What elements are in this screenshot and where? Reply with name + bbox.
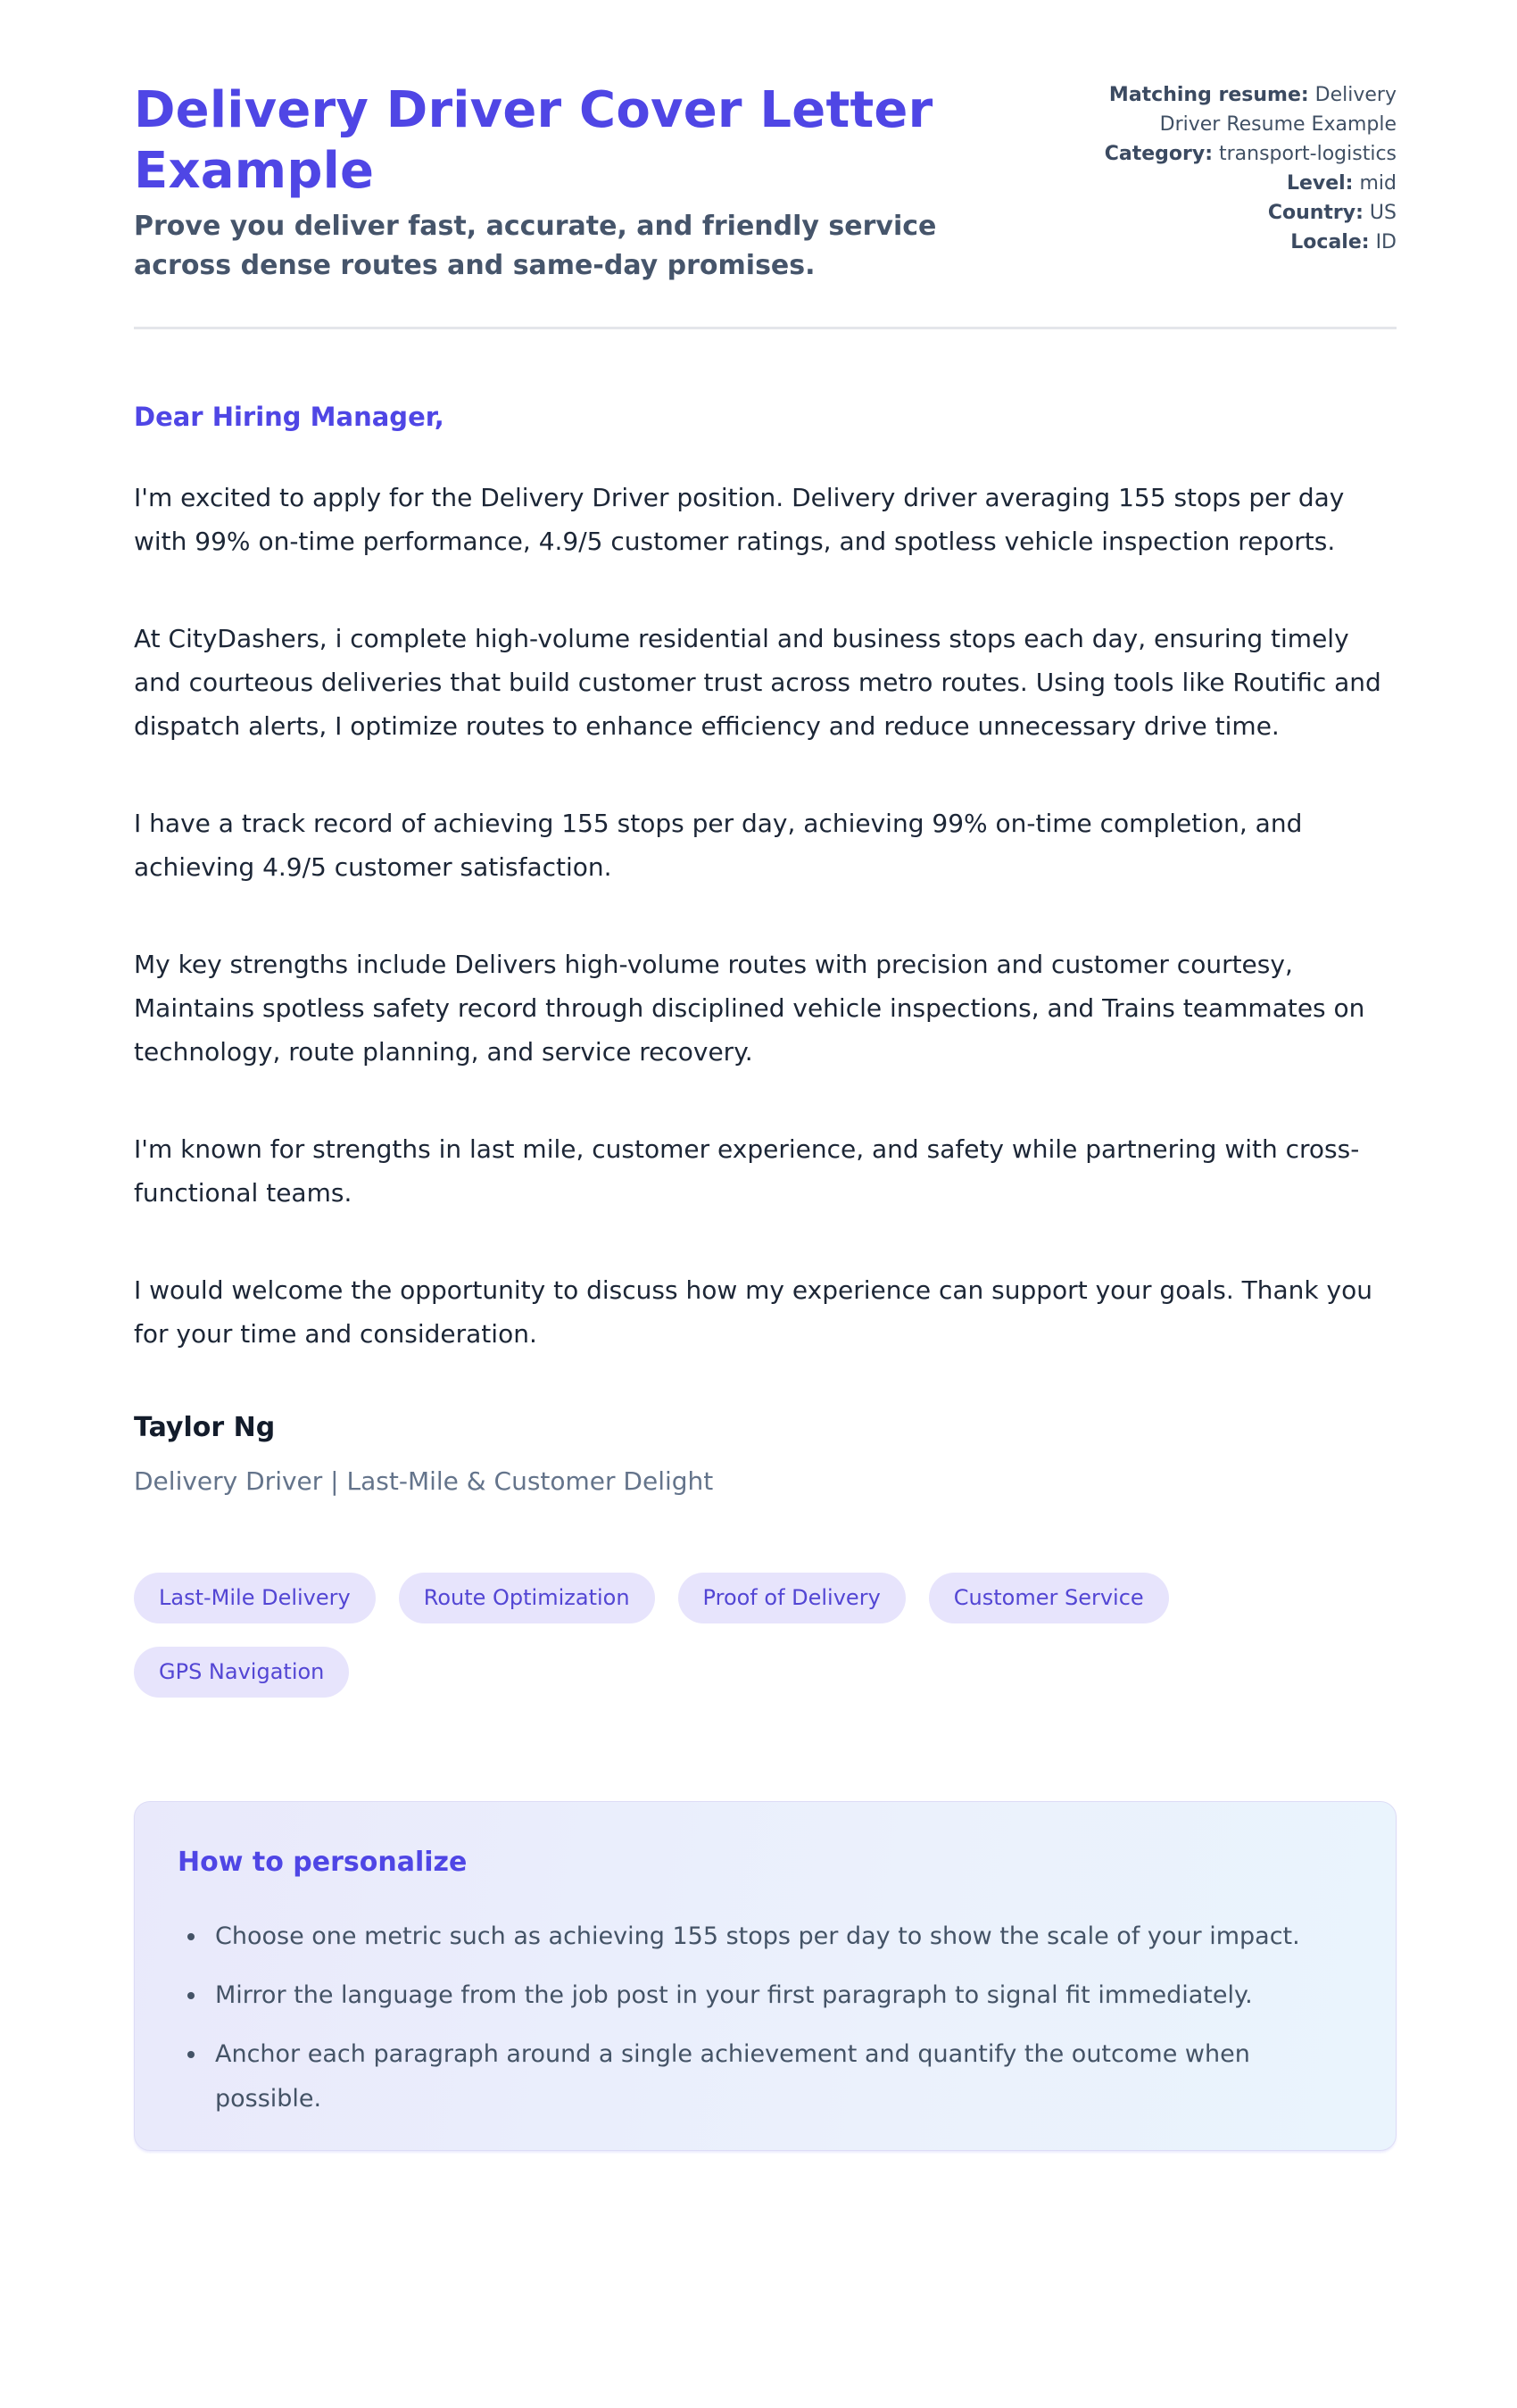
meta-value: transport-logistics (1219, 143, 1397, 165)
tips-list (178, 1914, 1353, 2122)
meta-row-locale (1100, 228, 1397, 257)
meta-label: Category: (1104, 143, 1213, 165)
meta-label: Level: (1286, 172, 1354, 195)
tag-pill-route-optimization: Route Optimization (399, 1573, 655, 1623)
letter-paragraph-3: I have a track record of achieving 155 stops per day, achieving 99% on-time completion, and achieving 4.9/5 customer satisfaction. (134, 809, 1303, 882)
meta-panel (1100, 80, 1397, 257)
letter-paragraph-6: I would welcome the opportunity to discuss how my experience can support your goals. Thank you for your time and consideration. (134, 1275, 1372, 1349)
tag-pill-gps-navigation: GPS Navigation (134, 1647, 349, 1698)
meta-value: ID (1375, 231, 1397, 253)
header-title-block (134, 80, 986, 286)
header (134, 80, 1397, 286)
meta-value: US (1369, 202, 1397, 224)
meta-label: Locale: (1290, 231, 1370, 253)
meta-row-matching-resume (1100, 80, 1397, 139)
header-divider (134, 327, 1397, 329)
meta-value: mid (1359, 172, 1397, 195)
signature-title: Delivery Driver | Last-Mile & Customer Delight (134, 1466, 714, 1496)
tag-pill-last-mile-delivery: Last-Mile Delivery (134, 1573, 376, 1623)
meta-row-category (1100, 139, 1397, 169)
tip-item-1: • Choose one metric such as achieving 155 stops per day to show the scale of your impact. (208, 1914, 1353, 1959)
tips-heading: How to personalize (178, 1847, 468, 1878)
letter-paragraph-4: My key strengths include Delivers high-volume routes with precision and customer courtesy, Maintains spotless safety record through disciplined vehicle inspections, and Trains teammates on technology, route planning, and service recovery. (134, 950, 1365, 1067)
tag-list (134, 1573, 1397, 1698)
meta-value: Delivery Driver Resume Example (1159, 84, 1397, 136)
page-subtitle: Prove you deliver fast, accurate, and friendly service across dense routes and same-day promises. (134, 211, 937, 281)
tip-item-3: • Anchor each paragraph around a single achievement and quantify the outcome when possible. (208, 2032, 1353, 2122)
letter-paragraph-5: I'm known for strengths in last mile, customer experience, and safety while partnering with cross-functional teams. (134, 1134, 1360, 1208)
signature-name: Taylor Ng (134, 1412, 276, 1443)
letter-body (134, 397, 1397, 1503)
meta-label: Country: (1267, 202, 1364, 224)
page-title: Delivery Driver Cover Letter Example (134, 81, 933, 200)
tip-item-2: • Mirror the language from the job post in your first paragraph to signal fit immediately. (208, 1973, 1353, 2018)
meta-row-level (1100, 169, 1397, 198)
tag-pill-customer-service: Customer Service (929, 1573, 1169, 1623)
letter-paragraph-1: I'm excited to apply for the Delivery Driver position. Delivery driver averaging 155 stops per day with 99% on-time performance, 4.9/5 customer ratings, and spotless vehicle inspection reports. (134, 483, 1345, 556)
letter-paragraph-2: At CityDashers, i complete high-volume residential and business stops each day, ensuring timely and courteous deliveries that build customer trust across metro routes. Using tools like Routific and dispatch alerts, I optimize routes to enhance efficiency and reduce unnecessary drive time. (134, 624, 1381, 741)
meta-label: Matching resume: (1108, 84, 1309, 106)
personalization-tips-box (134, 1801, 1397, 2151)
salutation: Dear Hiring Manager, (134, 402, 444, 432)
meta-row-country (1100, 198, 1397, 228)
tag-pill-proof-of-delivery: Proof of Delivery (678, 1573, 906, 1623)
